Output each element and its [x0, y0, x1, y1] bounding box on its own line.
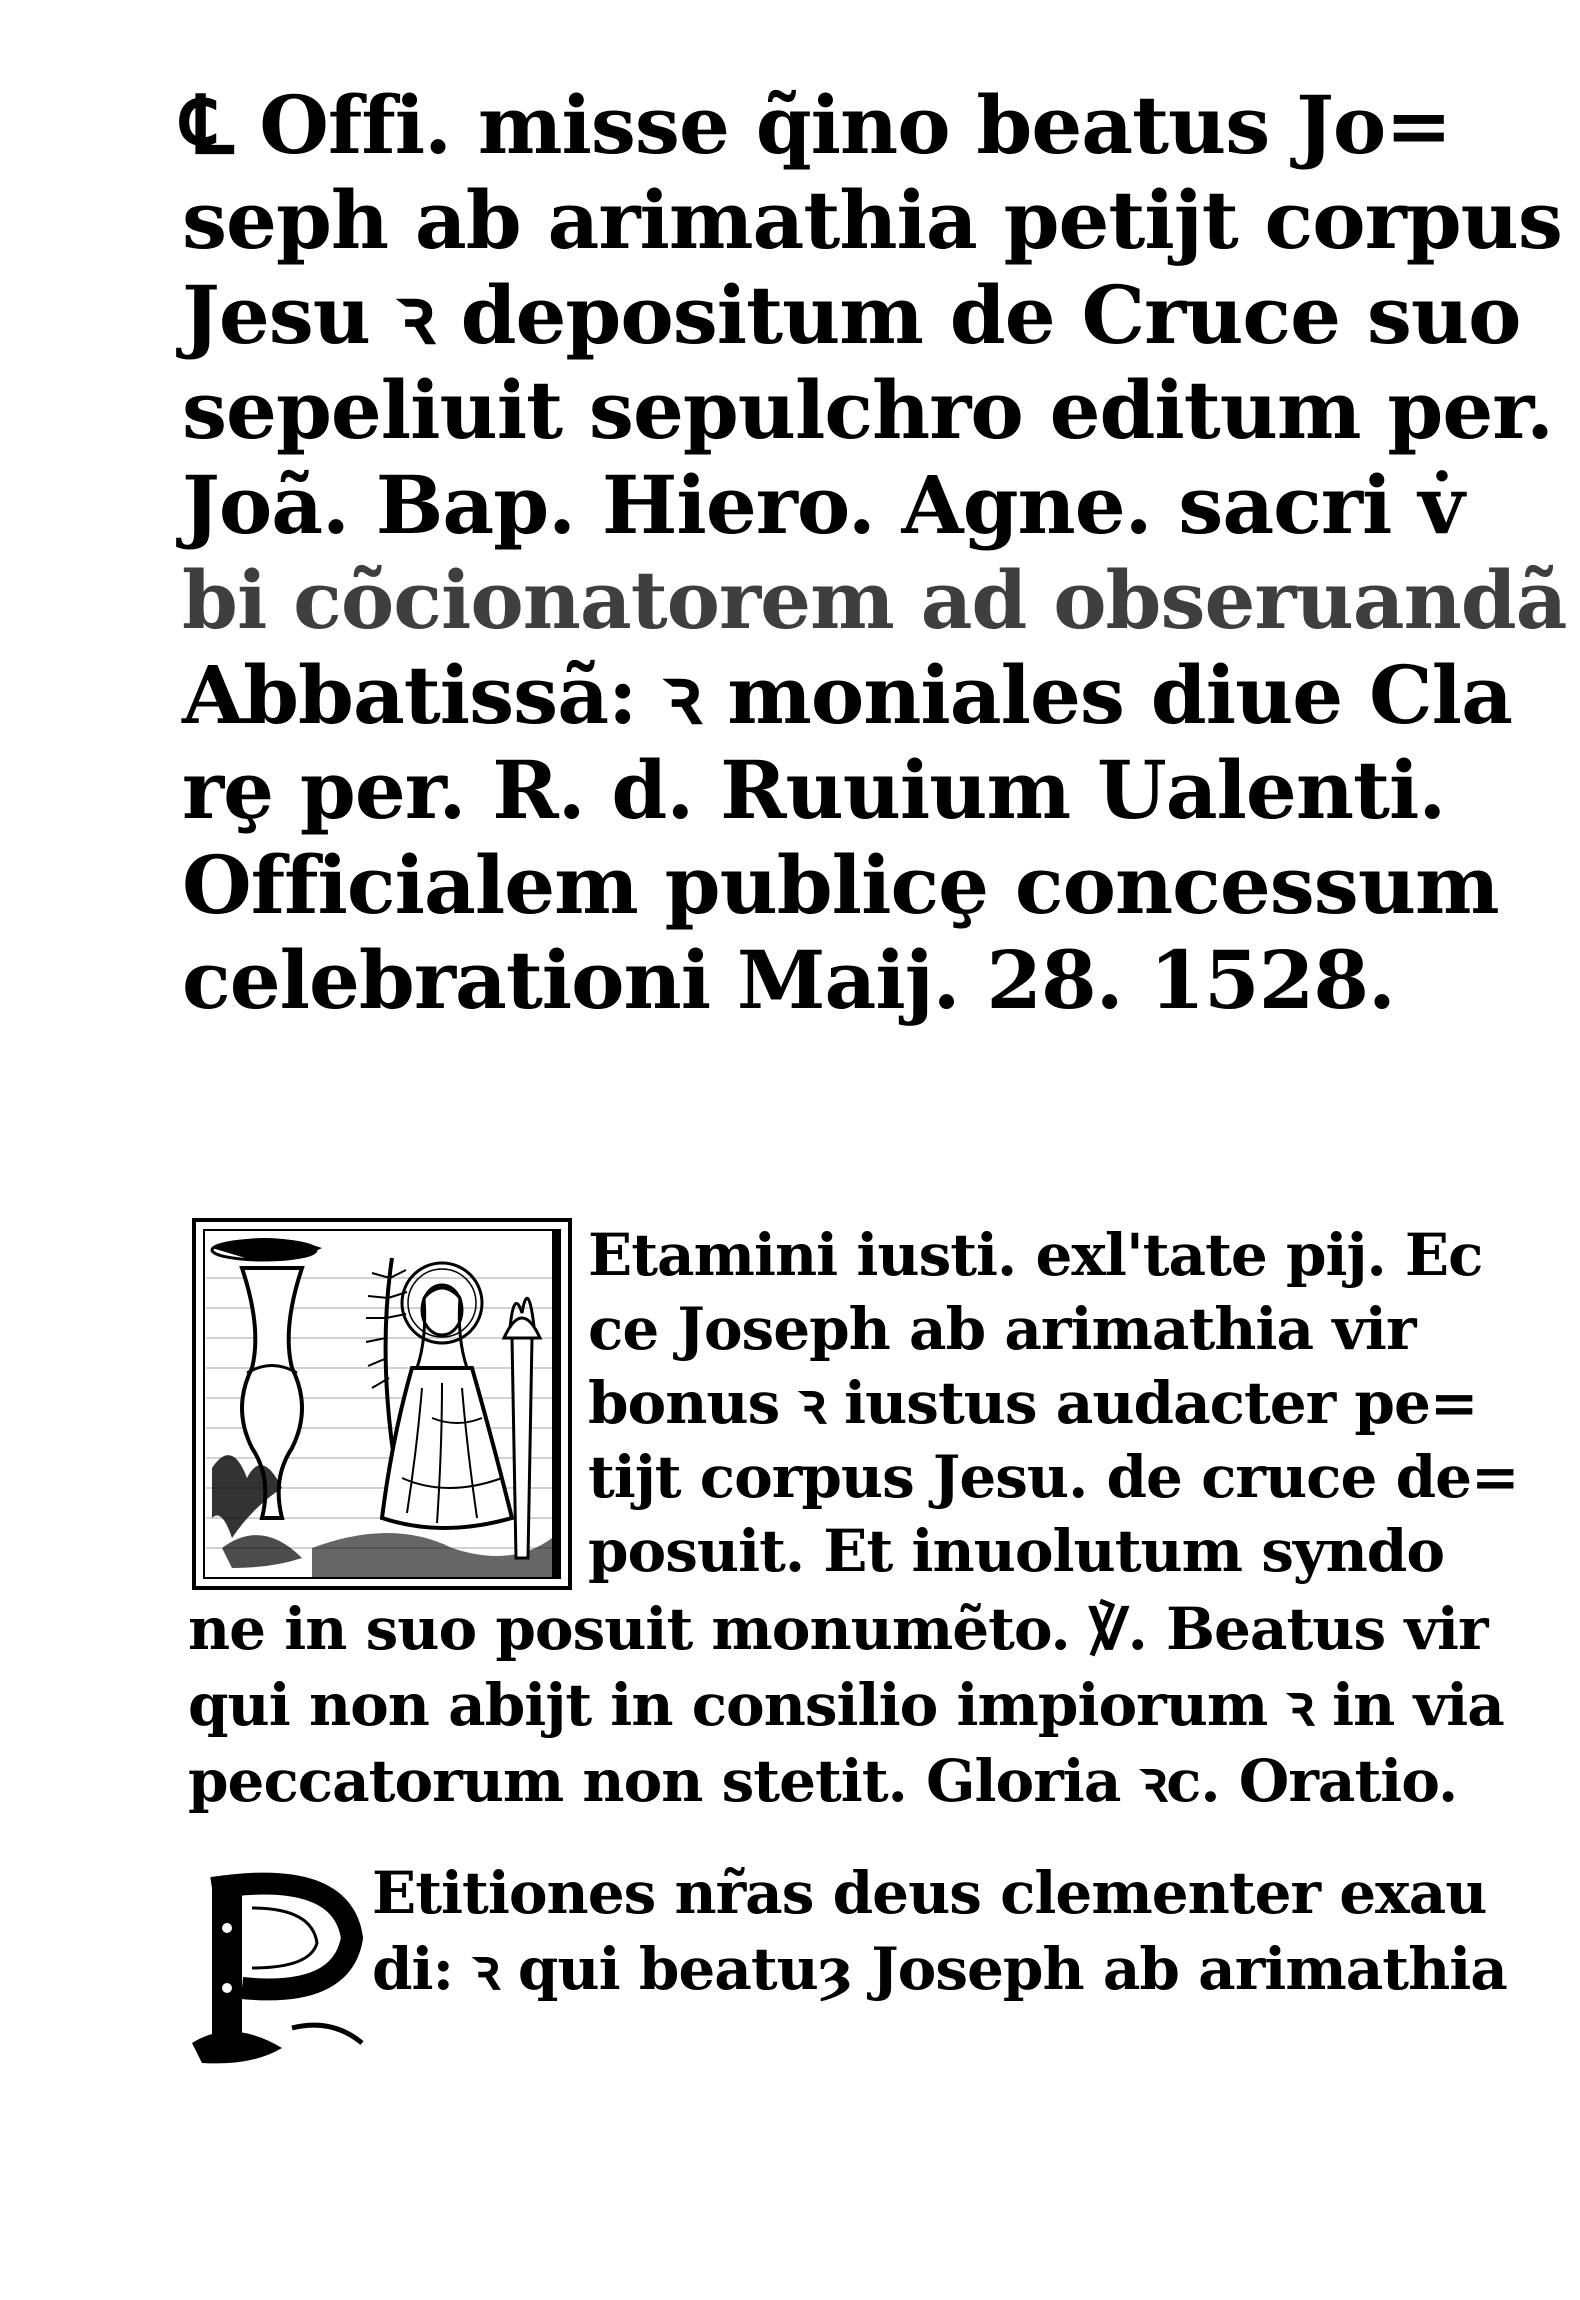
title-line-2: seph ab arimathia petijt corpus [182, 173, 1562, 267]
title-block [182, 78, 1567, 1028]
title-line-3: Jesu ꝛ depositum de Cruce suo [182, 268, 1521, 362]
body-line-4: tijt corpus Jesu. de cruce de= [588, 1443, 1519, 1511]
title-line-4: sepeliuit sepulchro editum per. [182, 363, 1553, 457]
body-line-8: peccatorum non stetit. Gloria ꝛc. Oratio. [188, 1747, 1458, 1815]
body-line-7: qui non abijt in consilio impiorum ꝛ in via [188, 1671, 1504, 1739]
body-line-10: di: ꝛ qui beatuȝ Joseph ab arimathia [372, 1935, 1507, 2003]
woodcut-saint-icon [192, 1218, 572, 1590]
title-line-7: Abbatissã: ꝛ moniales diue Cla [182, 648, 1512, 742]
woodcut-initial [192, 1218, 572, 1590]
title-line-5: Joã. Bap. Hiero. Agne. sacri v̇ [182, 458, 1464, 552]
title-line-6: bi cõcionatorem ad obseruandã [182, 553, 1567, 647]
title-line-9: Officialem publicȩ concessum [182, 838, 1499, 932]
title-line-10: celebrationi Maij. 28. 1528. [182, 933, 1395, 1027]
title-line-1: ℄ Offi. misse q̃ino beatus Jo= [182, 78, 1452, 172]
body-line-5: posuit. Et inuolutum syndo [588, 1517, 1445, 1585]
initial-p-ornament [192, 1868, 372, 2068]
body-line-2: ce Joseph ab arimathia vir [588, 1295, 1416, 1363]
body-line-1: Etamini iusti. exl'tate pij. Ec [588, 1221, 1483, 1289]
body-line-9: Etitiones nr̃as deus clementer exau [372, 1859, 1487, 1927]
body-line-3: bonus ꝛ iustus audacter pe= [588, 1369, 1478, 1437]
body-line-6: ne in suo posuit monumẽto. ℣. Beatus vir [188, 1595, 1488, 1663]
decorated-p-icon [192, 1868, 372, 2068]
title-line-8: rȩ per. R. d. Ruuium Ualenti. [182, 743, 1446, 837]
